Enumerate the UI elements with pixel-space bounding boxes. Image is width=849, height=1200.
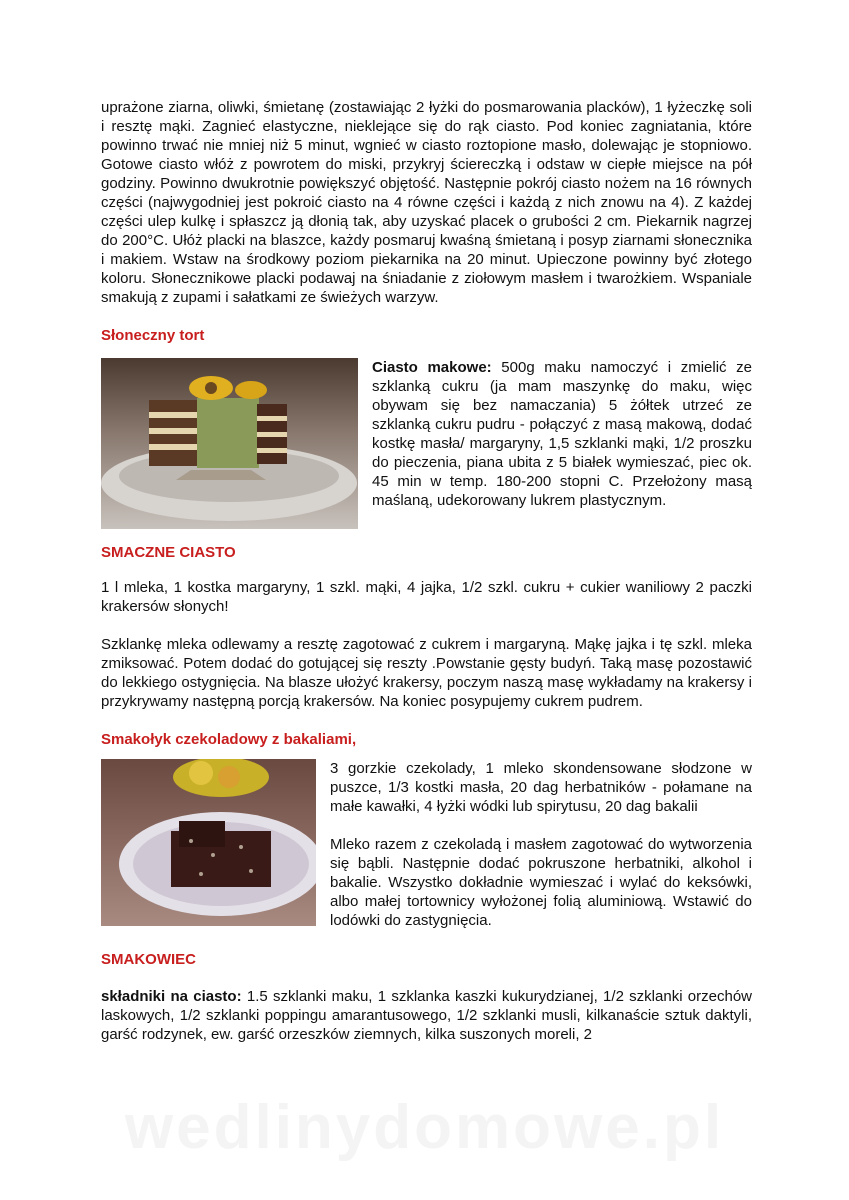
chocolate-bars-image	[101, 759, 316, 926]
recipe2-ingredients: 1 l mleka, 1 kostka margaryny, 1 szkl. mąki, 4 jajka, 1/2 szkl. cukru + cukier waniliowy 2 paczki krakersów słonych!	[101, 579, 752, 615]
recipe1-text: 500g maku namoczyć i zmielić ze szklanką cukru (ja mam maszynkę do maku, więc obywam się bez namaczania) 5 żółtek utrzeć ze szklanką cukru pudru - połączyć z masą makową, dodać kostkę masła/ margaryny, 1,5 szklanki mąki, 1/2 proszku do pieczenia, piana ubita z 5 białek wymieszać, piec ok. 45 min w temp. 180-200 stopni C. Przełożony masą maślaną, udekorowany lukrem plastycznym.	[372, 359, 753, 509]
recipe-smakolyk	[101, 759, 752, 930]
recipe-title-smakolyk: Smakołyk czekoladowy z bakaliami,	[101, 731, 357, 748]
intro-paragraph: uprażone ziarna, oliwki, śmietanę (zostawiając 2 łyżki do posmarowania placków), 1 łyżeczkę soli i resztę mąki. Zagnieć elastyczne, nieklejące się do rąk ciasto. Pod koniec zagniatania, które powinno trwać nie mniej niż 5 minut, wgnieć w ciasto roztopione masło, dolewając je stopniowo. Gotowe ciasto włóż z powrotem do miski, przykryj ściereczką i odstaw w ciepłe miejsce na pół godziny. Powinno dwukrotnie powiększyć objętość. Następnie pokrój ciasto nożem na 16 równych części (najwygodniej jest pokroić ciasto na 4 równe części i każdą z nich znowu na 4). Z każdej części ulep kulkę i spłaszcz ją dłonią tak, aby uzyskać placek o grubości 2 cm. Piekarnik nagrzej do 200°C. Ułóż placki na blaszce, każdy posmaruj kwaśną śmietaną i posyp ziarnami słonecznika i makiem. Wstaw na środkowy poziom piekarnika na 20 minut. Upieczone powinny być złotego koloru. Słonecznikowe placki podawaj na śniadanie z ziołowym masłem i twarożkiem. Wspaniale smakują z zupami i sałatkami ze świeżych warzyw.	[101, 99, 752, 306]
recipe-title-smaczne-ciasto: SMACZNE CIASTO	[101, 544, 236, 561]
watermark: wedlinydomowe.pl	[124, 1093, 725, 1162]
recipe4-text: 1.5 szklanki maku, 1 szklanka kaszki kukurydzianej, 1/2 szklanki orzechów laskowych, 1/2 szklanki poppingu amarantusowego, 1/2 szklanki musli, kilkanaście sztuk daktyli, garść rodzynek, ew. garść orzeszków ziemnych, kilka suszonych moreli, 2	[101, 988, 752, 1043]
recipe-sloneczny-tort	[101, 358, 752, 529]
recipe-title-sloneczny-tort: Słoneczny tort	[101, 327, 205, 344]
recipe4-lead: składniki na ciasto:	[101, 988, 242, 1005]
recipe2-method: Szklankę mleka odlewamy a resztę zagotować z cukrem i margaryną. Mąkę jajka i tę szkl. mleka zmiksować. Potem dodać do gotującej się reszty .Powstanie gęsty budyń. Taką masę pozostawić do lekkiego ostygnięcia. Na blasze ułożyć krakersy, poczym naszą masę wykładamy na krakersy i przykrywamy następną porcją krakersów. Na koniec posypujemy cukrem pudrem.	[101, 636, 752, 710]
recipe1-lead: Ciasto makowe:	[372, 359, 492, 376]
chocolate-photo	[101, 759, 316, 926]
document-page	[101, 98, 752, 1044]
cake-photo	[101, 358, 358, 529]
recipe-title-smakowiec: SMAKOWIEC	[101, 951, 196, 968]
layered-cake-image	[101, 358, 358, 529]
recipe3-ingredients: 3 gorzkie czekolady, 1 mleko skondensowane słodzone w puszce, 1/3 kostki masła, 20 dag herbatników - połamane na małe kawałki, 4 łyżki wódki lub spirytusu, 20 dag bakalii	[330, 760, 752, 815]
recipe3-method: Mleko razem z czekoladą i masłem zagotować do wytworzenia się bąbli. Następnie dodać pokruszone herbatniki, alkohol i bakalie. Wszystko dokładnie wymieszać i wylać do keksówki, albo małej tortownicy wyłożonej folią aluminiową. Wstawić do lodówki do zastygnięcia.	[330, 836, 752, 929]
